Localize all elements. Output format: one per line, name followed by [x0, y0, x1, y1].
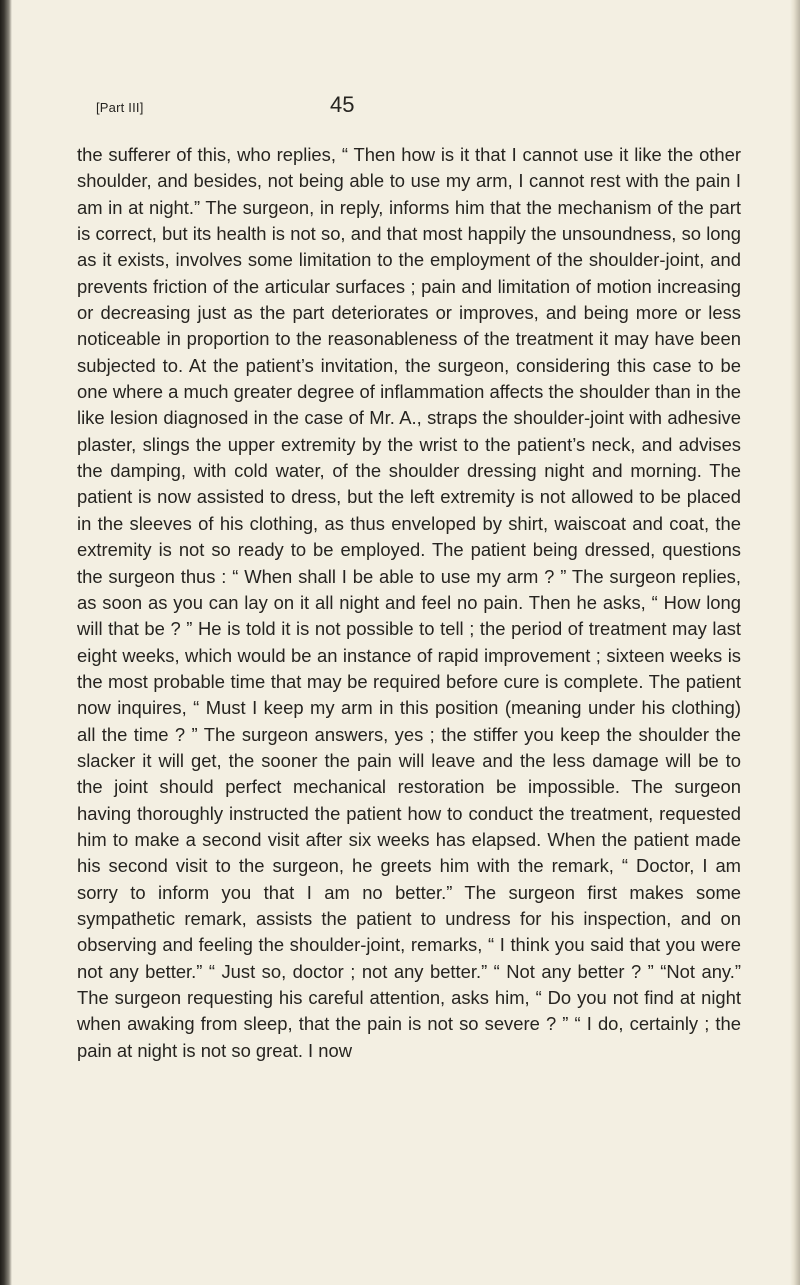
part-label: [Part III] [96, 100, 144, 115]
page-header [96, 88, 696, 126]
page-binding-edge [0, 0, 12, 1285]
page-right-edge [790, 0, 800, 1285]
page-number: 45 [330, 92, 355, 117]
body-text: the sufferer of this, who replies, “ Then how is it that I cannot use it like the other shoulder, and besides, not being able to use my arm, I cannot rest with the pain I am in at night.” The surgeon, in reply, informs him that the mechanism of the part is correct, but its health is not so, and that most happily the unsoundness, so long as it exists, involves some limitation to the employment of the shoulder-joint, and prevents friction of the articular surfaces ; pain and limitation of motion increasing or decreasing just as the part deteriorates or improves, and being more or less noticeable in proportion to the reasonableness of the treatment it may have been subjected to. At the patient’s invitation, the surgeon, considering this case to be one where a much greater degree of inflammation affects the shoulder than in the like lesion diagnosed in the case of Mr. A., straps the shoulder-joint with adhesive plaster, slings the upper extremity by the wrist to the patient’s neck, and advises the damping, with cold water, of the shoulder dressing night and morning. The patient is now assisted to dress, but the left extremity is not allowed to be placed in the sleeves of his clothing, as thus enveloped by shirt, waiscoat and coat, the extremity is not so ready to be employed. The patient being dressed, questions the surgeon thus : “ When shall I be able to use my arm ? ” The surgeon replies, as soon as you can lay on it all night and feel no pain. Then he asks, “ How long will that be ? ” He is told it is not possible to tell ; the period of treatment may last eight weeks, which would be an instance of rapid improvement ; sixteen weeks is the most probable time that may be required before cure is complete. The patient now inquires, “ Must I keep my arm in this position (meaning under his clothing) all the time ? ” The surgeon answers, yes ; the stiffer you keep the shoulder the slacker it will get, the sooner the pain will leave and the less damage will be to the joint should perfect mechanical restoration be impossible. The surgeon having thoroughly instructed the patient how to conduct the treatment, requested him to make a second visit after six weeks has elapsed. When the patient made his second visit to the surgeon, he greets him with the remark, “ Doctor, I am sorry to inform you that I am no better.” The surgeon first makes some sympathetic remark, assists the patient to undress for his inspection, and on observing and feeling the shoulder-joint, remarks, “ I think you said that you were not any better.” “ Just so, doctor ; not any better.” “ Not any better ? ” “Not any.” The surgeon requesting his careful attention, asks him, “ Do you not find at night when awaking from sleep, that the pain is not so severe ? ” “ I do, certainly ; the pain at night is not so great. I now [77, 144, 741, 1061]
